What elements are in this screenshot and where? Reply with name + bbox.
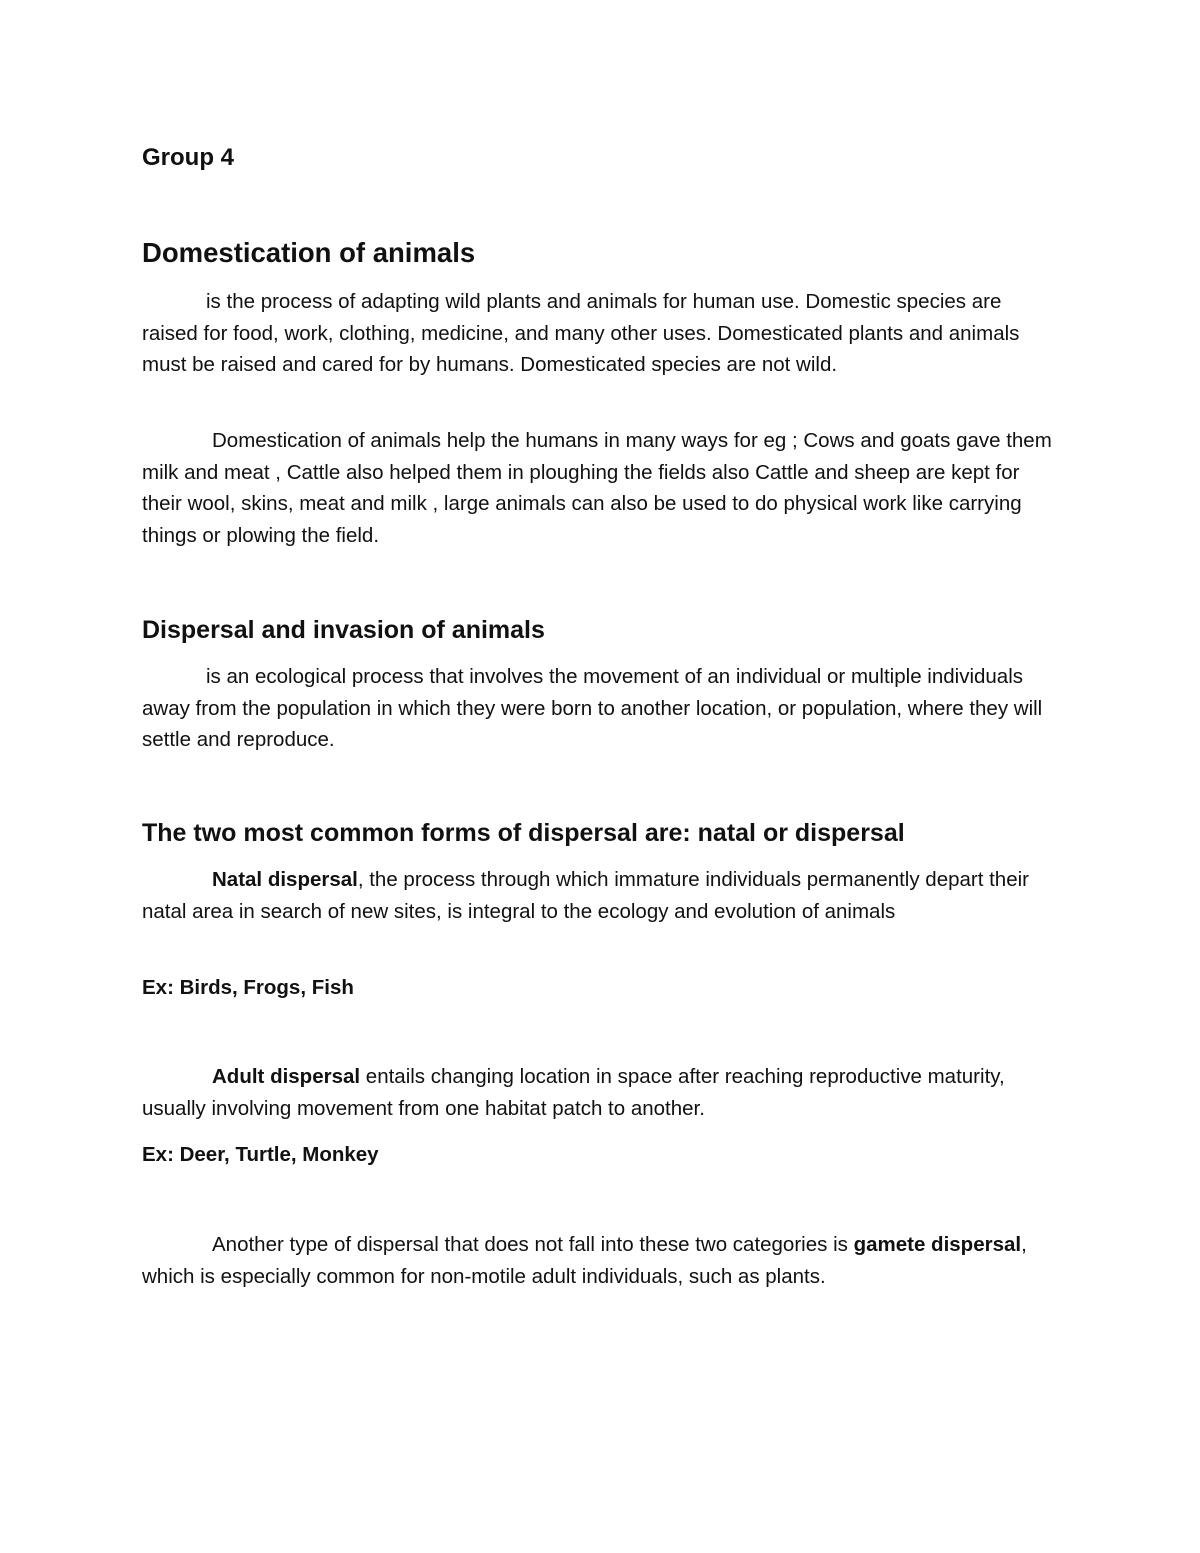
paragraph-adult-dispersal [142,1061,1052,1124]
paragraph-text: , which is especially common for non-motile adult individuals, such as plants. [142,1233,1027,1288]
paragraph-natal-dispersal [142,864,1052,927]
group-label: Group 4 [142,144,235,171]
paragraph-domestication-uses [142,425,1052,551]
heading-dispersal-forms: The two most common forms of dispersal are: natal or dispersal [142,819,905,847]
paragraph-text: is the process of adapting wild plants and animals for human use. Domestic species are raised for food, work, clothing, medicine, and many other uses. Domesticated plants and animals must be raised and cared for by humans. Domesticated species are not wild. [142,290,1020,376]
term-gamete-dispersal: gamete dispersal [853,1233,1022,1256]
paragraph-domestication-definition [142,286,1052,381]
heading-domestication: Domestication of animals [142,237,476,268]
paragraph-text: entails changing location in space after reaching reproductive maturity, usually involving movement from one habitat patch to another. [142,1065,1005,1120]
term-natal-dispersal: Natal dispersal [212,868,358,891]
adult-examples: Ex: Deer, Turtle, Monkey [142,1143,379,1166]
heading-dispersal: Dispersal and invasion of animals [142,616,545,644]
paragraph-dispersal-definition [142,661,1052,756]
paragraph-text: Another type of dispersal that does not fall into these two categories is [212,1233,854,1256]
paragraph-text: , the process through which immature individuals permanently depart their natal area in search of new sites, is integral to the ecology and evolution of animals [142,868,1029,923]
term-adult-dispersal: Adult dispersal [212,1065,361,1088]
paragraph-text: is an ecological process that involves the movement of an individual or multiple individuals away from the population in which they were born to another location, or population, where they will settle and reproduce. [142,665,1043,751]
natal-examples: Ex: Birds, Frogs, Fish [142,976,354,999]
paragraph-text: Domestication of animals help the humans in many ways for eg ; Cows and goats gave them milk and meat , Cattle also helped them in ploughing the fields also Cattle and sheep are kept for their wool, skins, meat and milk , large animals can also be used to do physical work like carrying things or plowing the field. [142,429,1052,547]
paragraph-gamete-dispersal [142,1229,1052,1292]
